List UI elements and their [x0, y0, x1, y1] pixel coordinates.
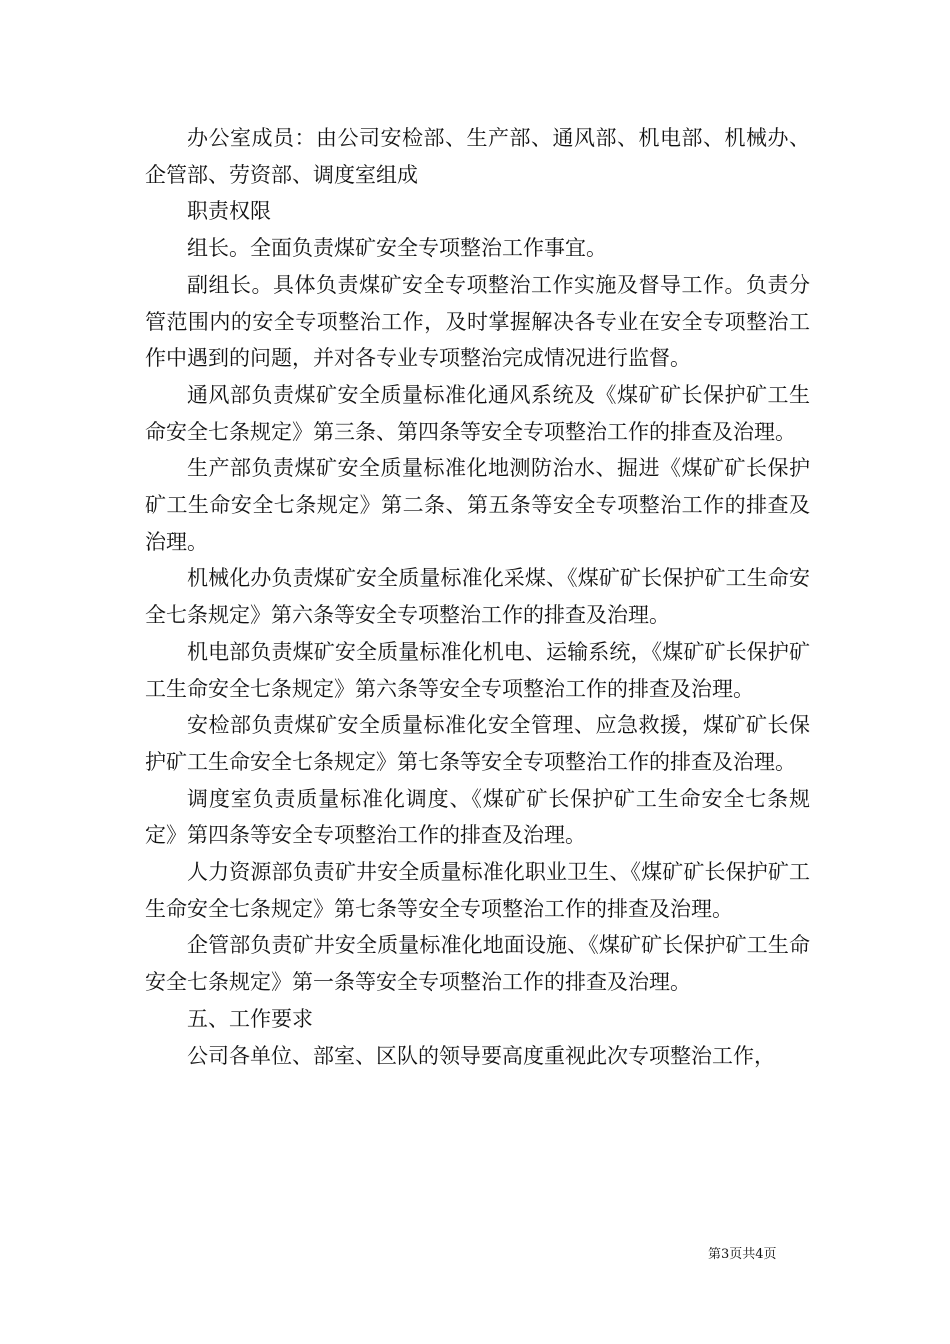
paragraph-leader: 组长。全面负责煤矿安全专项整治工作事宜。: [187, 236, 607, 261]
paragraph-enterprise-mgmt-dept: 企管部负责矿井安全质量标准化地面设施、《煤矿矿长保护矿工生命安全七条规定》第一条等安全专项整治工作的排查及治理。: [145, 933, 810, 995]
heading-duties: 职责权限: [187, 199, 271, 224]
document-body: [145, 120, 810, 1074]
paragraph-ventilation-dept: 通风部负责煤矿安全质量标准化通风系统及《煤矿矿长保护矿工生命安全七条规定》第三条、第四条等安全专项整治工作的排查及治理。: [145, 382, 810, 444]
paragraph-dispatch-room: 调度室负责质量标准化调度、《煤矿矿长保护矿工生命安全七条规定》第四条等安全专项整治工作的排查及治理。: [145, 786, 810, 848]
paragraph-requirements-start: 公司各单位、部室、区队的领导要高度重视此次专项整治工作，: [187, 1043, 775, 1068]
paragraph-mechanization-office: 机械化办负责煤矿安全质量标准化采煤、《煤矿矿长保护矿工生命安全七条规定》第六条等安全专项整治工作的排查及治理。: [145, 566, 810, 628]
paragraph-deputy-leader: 副组长。具体负责煤矿安全专项整治工作实施及督导工作。负责分管范围内的安全专项整治工作，及时掌握解决各专业在安全专项整治工作中遇到的问题，并对各专业专项整治完成情况进行监督。: [145, 272, 810, 371]
paragraph-office-members: 办公室成员：由公司安检部、生产部、通风部、机电部、机械办、企管部、劳资部、调度室组成: [145, 126, 810, 187]
paragraph-production-dept: 生产部负责煤矿安全质量标准化地测防治水、掘进《煤矿矿长保护矿工生命安全七条规定》第二条、第五条等安全专项整治工作的排查及治理。: [145, 456, 810, 554]
paragraph-safety-inspection-dept: 安检部负责煤矿安全质量标准化安全管理、应急救援，煤矿矿长保护矿工生命安全七条规定》第七条等安全专项整治工作的排查及治理。: [145, 713, 810, 774]
paragraph-electromechanical-dept: 机电部负责煤矿安全质量标准化机电、运输系统，《煤矿矿长保护矿工生命安全七条规定》第六条等安全专项整治工作的排查及治理。: [145, 639, 810, 701]
paragraph-hr-dept: 人力资源部负责矿井安全质量标准化职业卫生、《煤矿矿长保护矿工生命安全七条规定》第七条等安全专项整治工作的排查及治理。: [145, 860, 810, 921]
page-number: 第3页共4页: [708, 1247, 777, 1262]
heading-work-requirements: 五、工作要求: [187, 1006, 313, 1031]
